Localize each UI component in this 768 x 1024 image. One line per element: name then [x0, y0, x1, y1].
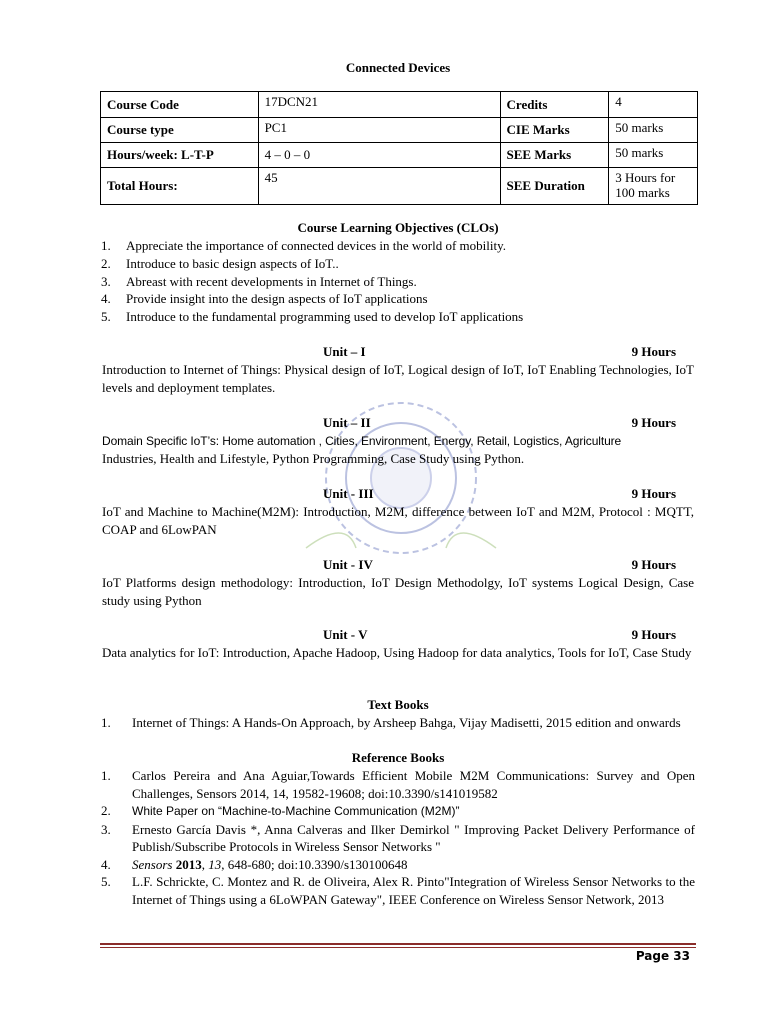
unit-name: Unit - V: [323, 627, 368, 642]
list-item: [101, 255, 701, 273]
unit-description: IoT Platforms design methodology: Introduction, IoT Design Methodolgy, IoT systems Logical Design, Case study using Python: [102, 575, 694, 608]
page-title: Connected Devices: [345, 60, 451, 75]
list-text: L.F. Schrickte, C. Montez and R. de Oliveira, Alex R. Pinto"Integration of Wireless Sensor Networks to the Internet of Things using a 6LoWPAN Gateway", IEEE Conference on Wireless Sensor Network, 2013: [132, 874, 695, 907]
clo-heading: Course Learning Objectives (CLOs): [297, 220, 499, 235]
table-row: [101, 118, 698, 143]
unit-name: Unit - III: [323, 486, 374, 501]
table-cell-value: 3 Hours for 100 marks: [609, 168, 698, 205]
table-row: [101, 92, 698, 118]
unit-heading: [102, 344, 676, 362]
journal-pages-doi: , 648-680; doi:10.3390/s130100648: [221, 856, 408, 872]
unit-description-line: Domain Specific IoT’s: Home automation , Cities, Environment, Energy, Retail, Logistics, Agriculture: [102, 434, 622, 448]
clo-list: [101, 237, 701, 326]
table-cell-value: 50 marks: [609, 143, 698, 168]
list-number: 5.: [101, 874, 111, 889]
table-row: [101, 168, 698, 205]
list-text: Abreast with recent developments in Internet of Things.: [126, 273, 417, 289]
unit-hours: 9 Hours: [631, 415, 676, 430]
list-number: 1.: [101, 238, 111, 253]
list-number: 1.: [101, 715, 111, 730]
journal-year: 2013: [175, 856, 202, 872]
reference-books-list: [101, 767, 695, 908]
unit-heading: [102, 627, 676, 645]
list-item: [101, 237, 701, 255]
list-item: [101, 308, 701, 326]
list-item: [101, 821, 695, 856]
table-cell-label: Total Hours:: [101, 168, 259, 205]
list-text: Introduce to the fundamental programming used to develop IoT applications: [126, 309, 524, 325]
list-number: 4.: [101, 856, 111, 872]
list-text: White Paper on “Machine-to-Machine Communication (M2M)”: [132, 804, 460, 818]
unit-heading: [102, 557, 676, 575]
list-item: [101, 802, 695, 821]
text-books-heading: Text Books: [367, 697, 429, 712]
unit-description: Data analytics for IoT: Introduction, Apache Hadoop, Using Hadoop for data analytics, Tools for IoT, Case Study: [102, 645, 692, 660]
unit-name: Unit - IV: [323, 557, 373, 572]
unit-description-line: Industries, Health and Lifestyle, Python Programming, Case Study using Python.: [102, 451, 525, 466]
table-cell-label: CIE Marks: [500, 118, 609, 143]
text-books-list: [101, 714, 695, 732]
unit-hours: 9 Hours: [631, 486, 676, 501]
list-item: [101, 290, 701, 308]
table-cell-value: 45: [258, 168, 500, 205]
table-row: [101, 143, 698, 168]
list-text: Introduce to basic design aspects of IoT..: [126, 255, 339, 271]
list-item: [101, 767, 695, 802]
list-item: [101, 714, 695, 732]
table-cell-label: SEE Duration: [500, 168, 609, 205]
footer-rule: [100, 943, 696, 945]
list-number: 3.: [101, 273, 111, 289]
list-item: [101, 873, 695, 908]
table-cell-label: Course type: [101, 118, 259, 143]
list-number: 5.: [101, 309, 111, 325]
list-number: 2.: [101, 803, 111, 818]
table-cell-label: Hours/week: L-T-P: [101, 143, 259, 168]
table-cell-value: 17DCN21: [258, 92, 500, 118]
unit-hours: 9 Hours: [631, 557, 676, 572]
list-item: 4. Sensors 2013, 13, 648-680; doi:10.3390/s130100648: [101, 856, 408, 872]
unit-heading: [102, 486, 676, 504]
unit-hours: 9 Hours: [631, 344, 676, 359]
reference-books-heading: Reference Books: [351, 750, 445, 765]
unit-description: IoT and Machine to Machine(M2M): Introduction, M2M, difference between IoT and M2M, Protocol : MQTT, COAP and 6LowPAN: [102, 504, 694, 537]
journal-volume: 13: [208, 856, 222, 872]
table-cell-value: PC1: [258, 118, 500, 143]
table-cell-label: Course Code: [101, 92, 259, 118]
list-text: Ernesto García Davis *, Anna Calveras and Ilker Demirkol " Improving Packet Delivery Performance of Publish/Subscribe Protocols in Wireless Sensor Networks ": [132, 821, 695, 854]
unit-hours: 9 Hours: [631, 627, 676, 642]
unit-description: Introduction to Internet of Things: Physical design of IoT, Logical design of IoT, IoT Enabling Technologies, IoT levels and deployment templates.: [102, 362, 694, 395]
table-cell-value: 4: [609, 92, 698, 118]
table-cell-label: Credits: [500, 92, 609, 118]
table-cell-value: 50 marks: [609, 118, 698, 143]
journal-name: Sensors: [132, 856, 173, 872]
unit-name: Unit – II: [323, 415, 371, 430]
list-text: Internet of Things: A Hands-On Approach, by Arsheep Bahga, Vijay Madisetti, 2015 edition and onwards: [132, 715, 681, 730]
unit-heading: [102, 415, 676, 433]
page-number: Page 33: [635, 949, 690, 963]
footer-rule-thin: [100, 947, 696, 948]
course-info-table: [100, 91, 698, 205]
list-item: [101, 273, 701, 291]
list-number: 2.: [101, 255, 111, 271]
list-text: Carlos Pereira and Ana Aguiar,Towards Efficient Mobile M2M Communications: Survey and Open Challenges, Sensors 2014, 14, 19582-19608; doi:10.3390/s141019582: [132, 768, 695, 801]
unit-name: Unit – I: [323, 344, 366, 359]
list-text: Provide insight into the design aspects of IoT applications: [126, 291, 428, 307]
list-text: Appreciate the importance of connected devices in the world of mobility.: [126, 238, 506, 253]
table-cell-label: SEE Marks: [500, 143, 609, 168]
list-number: 3.: [101, 821, 111, 837]
table-cell-value: 4 – 0 – 0: [258, 143, 500, 168]
list-number: 4.: [101, 291, 111, 307]
list-number: 1.: [101, 768, 111, 783]
